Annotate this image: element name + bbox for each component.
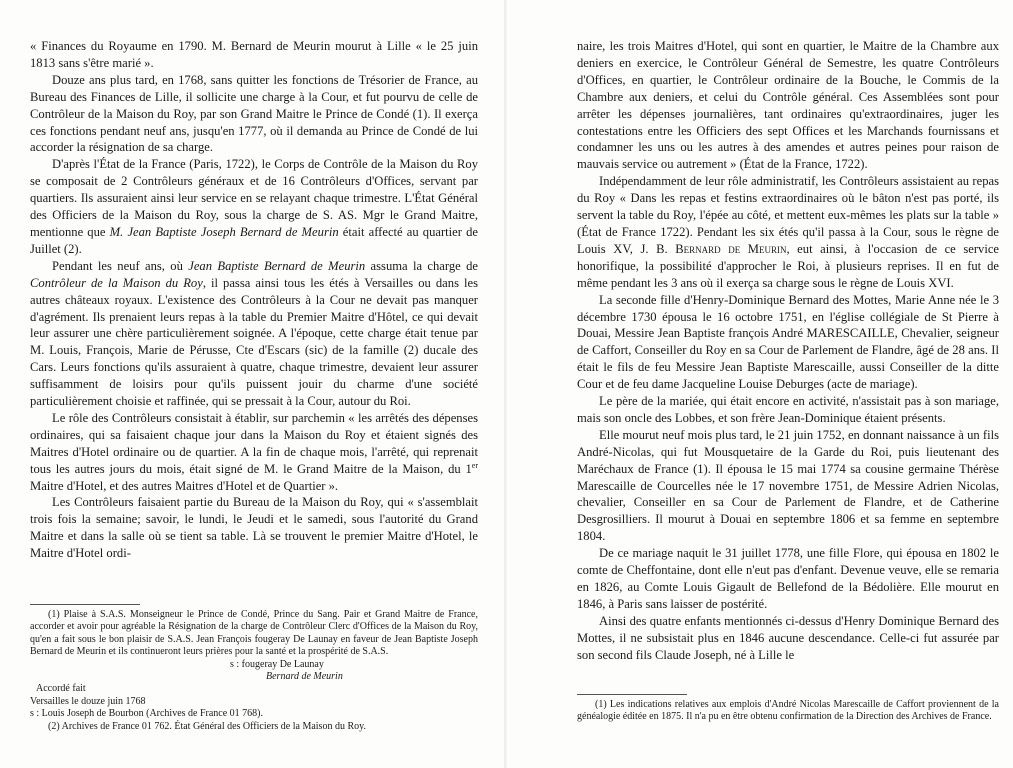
ordinal-suffix: er bbox=[471, 460, 478, 470]
paragraph bbox=[577, 173, 999, 291]
footnote-divider bbox=[30, 604, 140, 605]
right-page-body bbox=[577, 38, 999, 664]
paragraph: Elle mourut neuf mois plus tard, le 21 juin 1752, en donnant naissance à un fils André-Nicolas, qui fut Mousquetaire de la Garde du Roi, puis lieutenant des Maréchaux de France (1). Il épousa le 15 mai 1774 sa cousine germaine Thérèse Marescaille de Courcelles née le 17 novembre 1751, de Messire Adrien Nicolas, chevalier, Conseiller en sa Cour de Parlement de Flandre, et de Catherine Desgrosilliers. Il mourut à Douai en septembre 1806 et sa femme en septembre 1804. bbox=[577, 427, 999, 544]
footnote: (1) Plaise à S.A.S. Monseigneur le Prince de Condé, Prince du Sang. Pair et Grand Maitre de France, accorder et avoir pour agréable la Résignation de la charge de Contrôleur Clerc d'Offices de la Maison du Roy, qu'en a fait sous le bon plaisir de S.A.S. Jean François fougeray De Launay en faveur de Jean Baptiste Joseph Bernard de Meurin et ils continueront leurs prières pour la santé et la prospérité de S.A.S. bbox=[30, 609, 478, 658]
paragraph bbox=[30, 258, 478, 410]
right-page bbox=[507, 0, 1013, 768]
left-page-body bbox=[30, 38, 478, 562]
paragraph-text: D'après l'État de la France (Paris, 1722), le Corps de Contrôle de la Maison du Roy se composait de 2 Contrôleurs généraux et de 16 Contrôleurs d'Offices, servant par quartiers. Ils assuraient ainsi leur service en se relayant chaque trimestre. L'État Général des Officiers de la Maison du Roy, sous la charge de S. AS. Mgr le Grand Maitre, mentionne que bbox=[30, 157, 478, 239]
footnote: (2) Archives de France 01 762. État Général des Officiers de la Maison du Roy. bbox=[48, 720, 366, 732]
paragraph bbox=[30, 156, 478, 257]
paragraph: Les Contrôleurs faisaient partie du Bureau de la Maison du Roy, qui « s'assemblait trois fois la semaine; savoir, le lundi, le Jeudi et le samedi, sous l'autorité du Grand Maitre et dans la salle où se tient sa table. Là se trouvent le premier Maitre d'Hotel, le Maitre d'Hotel ordi- bbox=[30, 495, 478, 561]
paragraph-text: Pendant les neuf ans, où bbox=[52, 258, 183, 273]
footnote-line: s : Louis Joseph de Bourbon (Archives de France 01 768). bbox=[30, 708, 264, 720]
paragraph: Douze ans plus tard, en 1768, sans quitter les fonctions de Trésorier de France, au Bureau des Finances de Lille, il sollicite une charge à la Cour, et fut pourvu de celle de Contrôleur de la Maison du Roy, par son Grand Maitre le Prince de Condé (1). Il exerça ces fonctions pendant neuf ans, jusqu'en 1777, où il demanda au Prince de Condé de lui accorder la résignation de sa charge. bbox=[30, 72, 478, 155]
paragraph: De ce mariage naquit le 31 juillet 1778, une fille Flore, qui épousa en 1802 le comte de Cheffontaine, dont elle n'eut pas d'enfant. Devenue veuve, elle se remaria en 1826, au Comte Louis Gigault de Bellefond de la Bédolière. Elle mourut en 1846, à Paris sans laisser de postérité. bbox=[577, 546, 999, 611]
paragraph-text: , il passa ainsi tous les étés à Versailles ou dans les autres châteaux royaux. L'existence des Contrôleurs à la Cour ne devait pas manquer d'agrément. Ils prenaient leurs repas à la table du Premier Maitre d'Hôtel, ce qui devait leur assurer une chère particulièrement soignée. A l'époque, cette charge était tenue par M. Louis, François, Marie de Pérusse, Cte d'Escars (sic) de la famille (2) ducale des Cars. Leurs fonctions qu'ils assuraient à quatre, chaque trimestre, devaient leur assurer suffisamment de loisirs pour qu'ils puissent jouir du charme d'une société particulièrement choisie et raffinée, qui se pressait à la Cour, autour du Roi. bbox=[30, 275, 478, 409]
paragraph: La seconde fille d'Henry-Dominique Bernard des Mottes, Marie Anne née le 3 décembre 1730 épousa le 16 octobre 1751, en l'église collégiale de St Pierre à Douai, Messire Jean Baptiste françois André MARESCAILLE, Chevalier, seigneur de Caffort, Conseiller du Roy en sa Cour de Parlement de Flandre, âgé de 28 ans. Il était le fils de feu Messire Jean Baptiste Marescaille, aussi Conseiller de la ditte Cour et de feu dame Jacqueline Louise Deburges (acte de mariage). bbox=[577, 292, 999, 392]
person-name: Jean Baptiste Bernard de Meurin bbox=[188, 258, 366, 273]
paragraph-text: Maitre d'Hotel, et des autres Maitres d'Hotel et de Quartier ». bbox=[30, 478, 339, 493]
paragraph-text: assuma la charge de bbox=[370, 258, 478, 273]
paragraph: Le père de la mariée, qui était encore en activité, n'assistait pas à son mariage, mais son oncle des Lobbes, et son frère Jean-Dominique étaient présents. bbox=[577, 394, 999, 425]
paragraph bbox=[30, 410, 478, 495]
office-title: Contrôleur de la Maison du Roy bbox=[30, 275, 203, 290]
paragraph: « Finances du Royaume en 1790. M. Bernard de Meurin mourut à Lille « le 25 juin 1813 sans s'être marié ». bbox=[30, 39, 478, 70]
paragraph-text: Le rôle des Contrôleurs consistait à établir, sur parchemin « les arrêtés des dépenses ordinaires, qui sa faisaient chaque jour dans la Maison du Roy et étaient signés des Maitres d'Hotel ordinaire ou de quartier. A la fin de chaque mois, l'arrêté, qui reprenait tous les autres jours du mois, était signé de M. le Grand Maitre de la Maison, du 1 bbox=[30, 410, 478, 476]
person-name: Bernard de Meurin bbox=[675, 241, 787, 256]
footnote: (1) Les indications relatives aux emplois d'André Nicolas Marescaille de Caffort proviennent de la généalogie éditée en 1875. Il n'a pu en être obtenu confirmation de la Direction des Archives de France. bbox=[577, 699, 999, 723]
footnote-divider bbox=[577, 694, 687, 695]
left-page bbox=[0, 0, 506, 768]
footnote-signature: s : fougeray De Launay bbox=[230, 658, 324, 670]
left-footnotes bbox=[30, 609, 478, 733]
person-name: M. Jean Baptiste Joseph Bernard de Meurin bbox=[109, 224, 339, 239]
footnote-line: Versailles le douze juin 1768 bbox=[30, 695, 146, 707]
paragraph-text: Indépendamment de leur rôle administratif, les Contrôleurs assistaient au repas du Roy « Dans les repas et festins extraordinaires où le bâton n'est pas porté, ils servent la table du Roy, l'épée au côté, et mettent eux-mêmes les plats sur la table » (État de France 1722). Pendant les six étés qu'il passa à la Cour, sous le règne de Louis XV, J. B. bbox=[577, 174, 999, 256]
right-footnotes bbox=[577, 699, 999, 724]
footnote-signature: Bernard de Meurin bbox=[266, 671, 343, 683]
paragraph: Ainsi des quatre enfants mentionnés ci-dessus d'Henry Dominique Bernard des Mottes, il ne subsistait plus en 1846 aucune descendance. Celle-ci fut assurée par son second fils Claude Joseph, né à Lille le bbox=[577, 613, 999, 662]
paragraph-text: , eut ainsi, à l'occasion de ce service honorifique, la possibilité d'approcher le Roi, à plusieurs reprises. Il en fut de même pendant les 3 ans où il exerça sa charge sous le règne de Louis XVI. bbox=[577, 241, 999, 290]
footnote-line: Accordé fait bbox=[36, 683, 86, 695]
paragraph: naire, les trois Maitres d'Hotel, qui sont en quartier, le Maitre de la Chambre aux deniers en exercice, le Contrôleur Général de Semestre, les quatre Contrôleurs d'Offices, en quartier, le Contrôleur ordinaire de la Bouche, le Commis de la Chambre aux deniers, et celui du Contrôle général. Ces Assemblées sont pour arrêter les dépenses journalières, tant ordinaires qu'extraordinaires, juger les contestations entre les Officiers des sept Offices et les Marchands fournissans et condamner les uns ou les autres à des amendes et autres peines pour raison de mauvais service ou autrement » (État de la France, 1722). bbox=[577, 39, 999, 172]
paragraph-text: était affecté au quartier de Juillet (2). bbox=[30, 224, 478, 256]
